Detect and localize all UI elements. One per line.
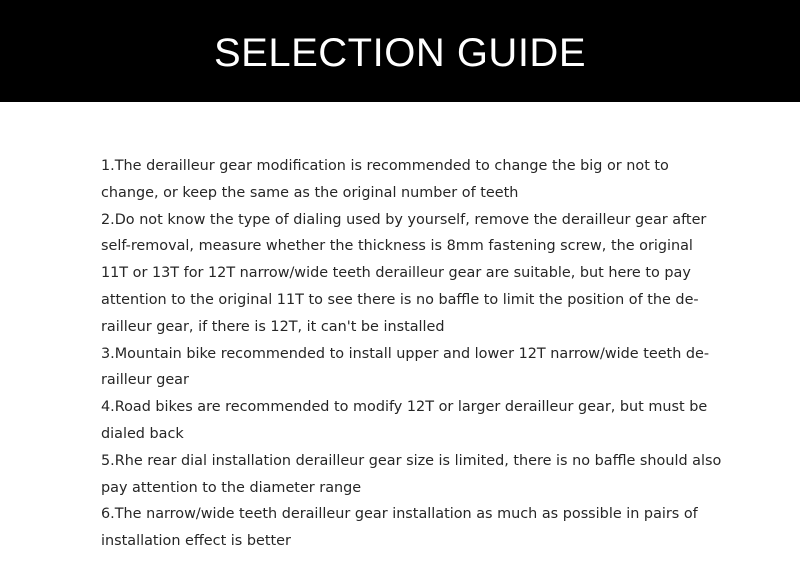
header-banner xyxy=(0,0,800,102)
guide-line-7: railleur gear, if there is 12T, it can't be installed xyxy=(101,318,445,335)
guide-line-2: change, or keep the same as the original number of teeth xyxy=(101,184,519,201)
guide-line-1: 1.The derailleur gear modification is recommended to change the big or not to xyxy=(101,158,669,174)
guide-line-3: 2.Do not know the type of dialing used by yourself, remove the derailleur gear after xyxy=(101,211,707,228)
guide-line-8: 3.Mountain bike recommended to install upper and lower 12T narrow/wide teeth de- xyxy=(101,345,710,362)
guide-line-14: 6.The narrow/wide teeth derailleur gear installation as much as possible in pairs of xyxy=(101,506,698,523)
guide-line-15: installation effect is better xyxy=(101,533,291,550)
guide-line-6: attention to the original 11T to see there is no baffle to limit the position of the de- xyxy=(101,291,699,308)
guide-line-10: 4.Road bikes are recommended to modify 12T or larger derailleur gear, but must be xyxy=(101,399,708,416)
guide-line-5: 11T or 13T for 12T narrow/wide teeth derailleur gear are suitable, but here to pay xyxy=(101,265,691,282)
guide-line-11: dialed back xyxy=(101,425,184,442)
guide-line-12: 5.Rhe rear dial installation derailleur gear size is limited, there is no baffle should also xyxy=(101,452,722,469)
guide-line-13: pay attention to the diameter range xyxy=(101,479,362,496)
page-title: SELECTION GUIDE xyxy=(213,31,586,75)
guide-line-4: self-removal, measure whether the thickness is 8mm fastening screw, the original xyxy=(101,238,693,255)
selection-guide-text xyxy=(101,153,791,555)
guide-line-9: railleur gear xyxy=(101,372,189,389)
